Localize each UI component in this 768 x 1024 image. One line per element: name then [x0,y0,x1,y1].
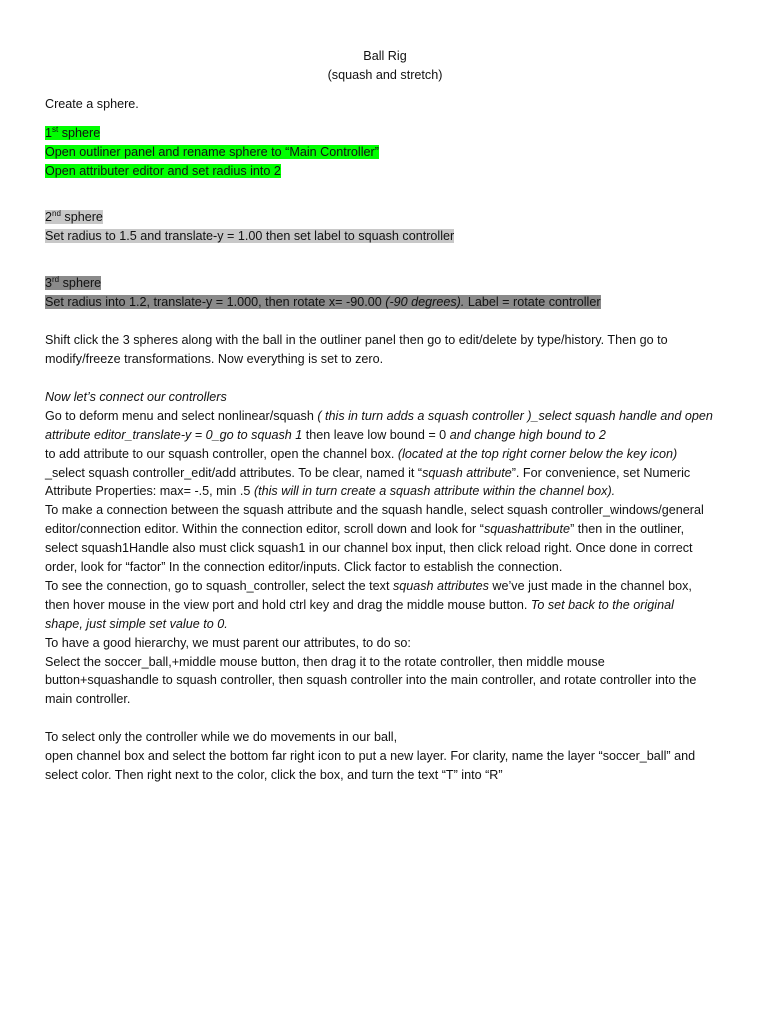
sphere-2-line-1: Set radius to 1.5 and translate-y = 1.00 then set label to squash controller [45,229,455,244]
connect-line-13: To have a good hierarchy, we must parent our attributes, to do so: [45,635,411,650]
connect-line-9: order, look for “factor” In the connection editor/inputs. Click factor to establish the connection. [45,560,563,575]
connect-line-4: _select squash controller_edit/add attributes. To be clear, named it “squash attribute”. For convenience, set Numeric [45,465,691,480]
layer-line-1: To select only the controller while we do movements in our ball, [45,730,398,745]
sphere-2-heading [45,208,725,227]
connect-line-5: Attribute Properties: max= -.5, min .5 (this will in turn create a squash attribute within the channel box). [45,484,616,499]
sphere-2-label: sphere [60,210,103,225]
sphere-3-label: sphere [59,276,102,291]
title-line-1: Ball Rig [363,49,407,63]
sphere-3-sup: rd [52,275,60,285]
sphere-1-sup: st [52,124,59,134]
spacer [45,312,725,331]
document-body [45,47,725,785]
sphere-1-num: 1 [45,125,53,140]
connect-line-2: attribute editor_translate-y = 0_go to squash 1 then leave low bound = 0 and change high bound to 2 [45,427,606,442]
freeze-line-2: modify/freeze transformations. Now everything is set to zero. [45,351,384,366]
connect-line-3: to add attribute to our squash controller, open the channel box. (located at the top right corner below the key icon) [45,446,678,461]
connect-line-6: To make a connection between the squash attribute and the squash handle, select squash controller_windows/general [45,503,704,518]
connect-line-7: editor/connection editor. Within the connection editor, scroll down and look for “squashattribute” then in the outliner, [45,522,685,537]
spacer [45,114,725,124]
sphere-2-num: 2 [45,210,53,225]
sphere-3-line-1: Set radius into 1.2, translate-y = 1.000, then rotate x= -90.00 (-90 degrees). Label = rotate controller [45,295,601,310]
connect-line-10: To see the connection, go to squash_controller, select the text squash attributes we’ve just made in the channel box, [45,578,692,593]
spacer [45,85,725,95]
sphere-1-heading [45,124,725,143]
spacer [45,709,725,728]
connect-line-14: Select the soccer_ball,+middle mouse button, then drag it to the rotate controller, then middle mouse [45,654,605,669]
connect-line-8: select squash1Handle also must click squash1 in our channel box input, then click reload right. Once done in correct [45,541,693,556]
spacer [45,180,725,208]
sphere-3-num: 3 [45,276,53,291]
layer-line-2: open channel box and select the bottom far right icon to put a new layer. For clarity, name the layer “soccer_ball” and [45,749,696,764]
sphere-3-heading [45,274,725,293]
connect-line-15: button+squashandle to squash controller, then squash controller into the main controller, and rotate controller into the [45,673,697,688]
sphere-1-label: sphere [58,125,101,140]
connect-line-12: shape, just simple set value to 0. [45,616,228,631]
title-line-2: (squash and stretch) [327,67,443,82]
sphere-2-sup: nd [52,209,61,219]
connect-line-11: then hover mouse in the view port and hold ctrl key and drag the middle mouse button. To set back to the original [45,597,674,612]
spacer [45,246,725,274]
freeze-line-1: Shift click the 3 spheres along with the ball in the outliner panel then go to edit/delete by type/history. Then go to [45,333,668,348]
connect-heading: Now let’s connect our controllers [45,389,227,404]
layer-line-3: select color. Then right next to the color, click the box, and turn the text “T” into “R” [45,768,503,783]
sphere-1-line-1: Open outliner panel and rename sphere to “Main Controller” [45,144,379,159]
sphere-1-line-2: Open attributer editor and set radius into 2 [45,163,281,178]
connect-line-16: main controller. [45,692,131,707]
connect-line-1: Go to deform menu and select nonlinear/squash ( this in turn adds a squash controller )_select squash handle and open [45,408,713,423]
intro-text: Create a sphere. [45,96,139,111]
spacer [45,369,725,388]
